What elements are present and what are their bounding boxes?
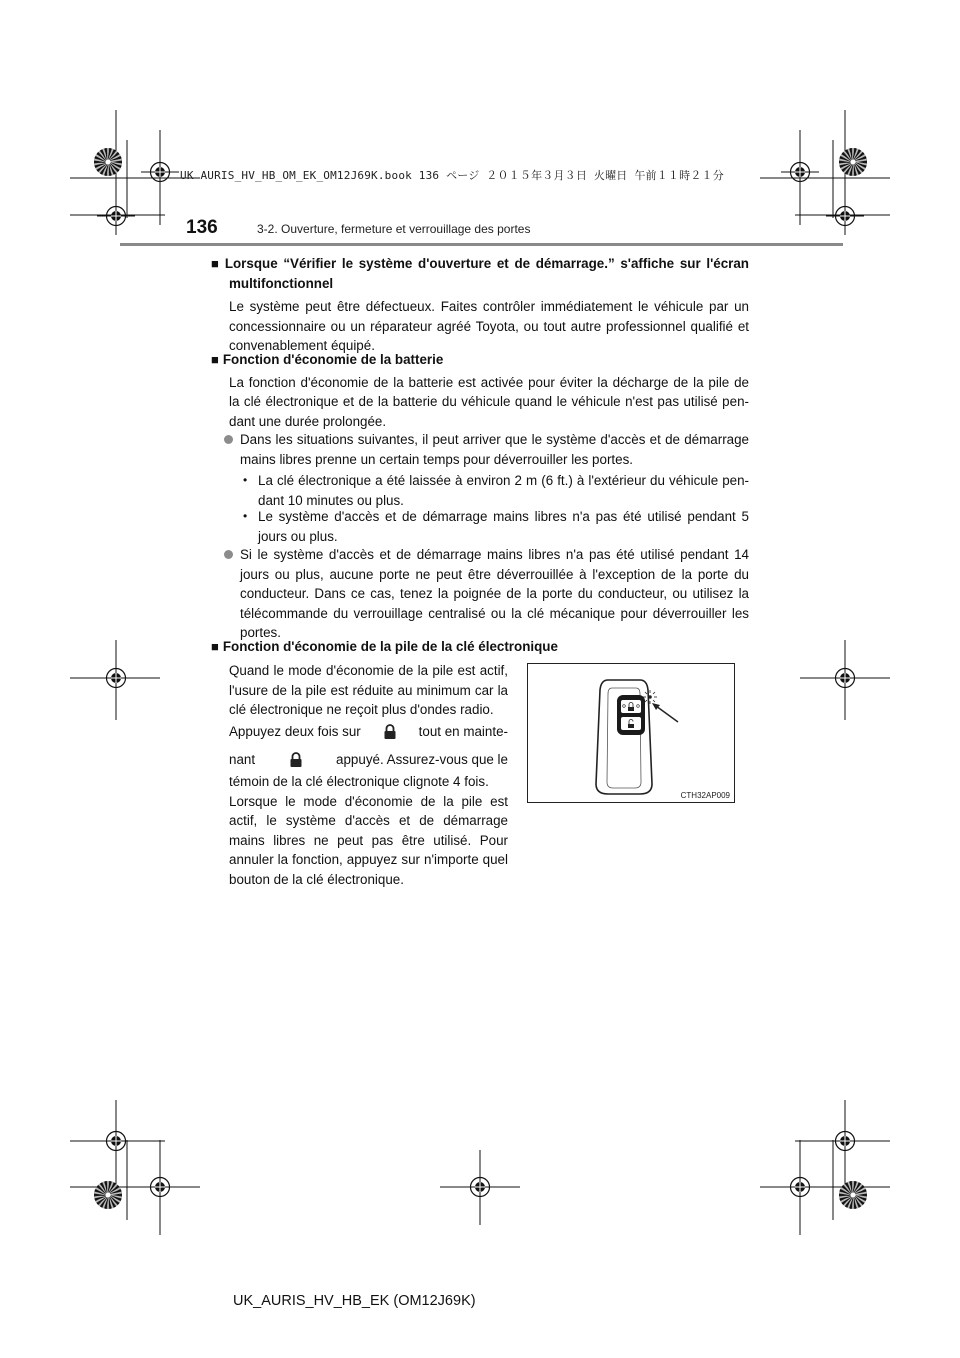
circle-item-2 bbox=[224, 545, 749, 643]
registration-mark-icon bbox=[781, 153, 819, 191]
header-rule bbox=[120, 243, 843, 246]
registration-mark-icon bbox=[826, 1122, 864, 1160]
print-stamp: UK AURIS_HV_HB_OM_EK_OM12J69K.book 136 ページ ２０１５年３月３日 火曜日 午前１１時２１分 bbox=[180, 169, 724, 182]
paragraph-line: conducteur. Dans ce cas, tenez la poignée de la porte du conducteur, ou utilisez la bbox=[240, 586, 749, 601]
square-bullet: ■ bbox=[211, 352, 219, 367]
text-fragment: appuyé. Assurez-vous que le bbox=[336, 752, 508, 767]
paragraph-line: dant 10 minutes ou plus. bbox=[258, 492, 404, 508]
section-battery-saving bbox=[211, 350, 749, 431]
section-key-battery-saving bbox=[211, 637, 749, 657]
footer-code: UK_AURIS_HV_HB_EK (OM12J69K) bbox=[233, 1293, 476, 1309]
section-heading: Fonction d'économie de la pile de la clé électronique bbox=[222, 639, 558, 654]
paragraph-line: Le système peut être défectueux. Faites contrôler immédiatement le véhicule par un bbox=[229, 299, 749, 314]
registration-mark-icon bbox=[97, 1122, 135, 1160]
circle-bullet bbox=[224, 550, 233, 559]
press-instruction-line-1 bbox=[229, 722, 508, 742]
color-disc-icon bbox=[839, 1181, 867, 1209]
lock-icon bbox=[383, 724, 397, 740]
registration-mark-icon bbox=[826, 659, 864, 697]
electronic-key-illustration bbox=[528, 664, 734, 802]
paragraph-line: dant une durée prolongée. bbox=[229, 413, 387, 429]
paragraph-line: la clé électronique et de la batterie du véhicule quand le véhicule n'est pas utilisé pen- bbox=[229, 394, 749, 409]
press-instruction-line-2 bbox=[229, 750, 508, 770]
paragraph-line: Le système d'accès et de démarrage mains libres n'a pas été utilisé pendant 5 bbox=[258, 509, 749, 524]
color-disc-icon bbox=[839, 148, 867, 176]
paragraph-line: bouton de la clé électronique. bbox=[229, 871, 404, 887]
paragraph-line: La fonction d'économie de la batterie est activée pour éviter la décharge de la pile de bbox=[229, 374, 749, 390]
lock-icon bbox=[289, 752, 303, 768]
registration-mark-icon bbox=[141, 1168, 179, 1206]
square-bullet: ■ bbox=[211, 256, 221, 271]
paragraph-line: jours ou plus. bbox=[258, 528, 338, 544]
key-battery-text-a bbox=[229, 661, 508, 720]
paragraph-line: actif, le système d'accès et de démarrage bbox=[229, 813, 508, 828]
paragraph-line: télécommande du verrouillage centralisé ou la clé mécanique pour déverrouiller les bbox=[240, 605, 749, 621]
sub-item-2 bbox=[243, 507, 749, 546]
registration-mark-icon bbox=[141, 153, 179, 191]
paragraph-line: concessionnaire ou un réparateur agréé Toyota, ou tout autre professionnel qualifié et bbox=[229, 318, 749, 334]
paragraph-line: convenablement équipé. bbox=[229, 338, 375, 353]
section-diagnostic-message bbox=[211, 254, 749, 356]
page-number: 136 bbox=[186, 217, 218, 238]
circle-item-1 bbox=[224, 430, 749, 469]
section-heading: Fonction d'économie de la batterie bbox=[222, 352, 444, 367]
paragraph-line: La clé électronique a été laissée à environ 2 m (6 ft.) à l'extérieur du véhicule pen- bbox=[258, 473, 749, 488]
section-title: 3-2. Ouverture, fermeture et verrouillage des portes bbox=[257, 222, 531, 236]
text-fragment: Appuyez deux fois sur bbox=[229, 724, 361, 739]
color-disc-icon bbox=[94, 148, 122, 176]
key-battery-text-b bbox=[229, 772, 508, 889]
registration-mark-icon bbox=[97, 197, 135, 235]
section-heading: Lorsque “Vérifier le système d'ouverture et de démarrage.” s'affiche sur l'écran bbox=[224, 256, 749, 271]
color-disc-icon bbox=[94, 1181, 122, 1209]
registration-mark-icon bbox=[781, 1168, 819, 1206]
paragraph-line: mains libres prenne un certain temps pour déverrouiller les portes. bbox=[240, 451, 633, 467]
paragraph-line: témoin de la clé électronique clignote 4 fois. bbox=[229, 774, 489, 789]
paragraph-line: jours ou plus, aucune porte ne peut être déverrouillée à l'exception de la porte du bbox=[240, 566, 749, 582]
paragraph-line: portes. bbox=[240, 625, 281, 640]
text-fragment: nant bbox=[229, 752, 256, 767]
paragraph-line: Lorsque le mode d'économie de la pile est bbox=[229, 793, 508, 809]
dot-bullet: • bbox=[243, 473, 248, 487]
paragraph-line: Quand le mode d'économie de la pile est actif, bbox=[229, 663, 508, 678]
registration-mark-icon bbox=[461, 1168, 499, 1206]
figure-code: CTH32AP009 bbox=[680, 791, 730, 800]
registration-mark-icon bbox=[97, 659, 135, 697]
section-heading-cont: multifonctionnel bbox=[229, 275, 334, 291]
paragraph-line: mains libres ne peut pas être utilisé. Pour bbox=[229, 832, 508, 848]
square-bullet: ■ bbox=[211, 639, 219, 654]
text-fragment: tout en mainte- bbox=[418, 724, 508, 739]
circle-bullet bbox=[224, 435, 233, 444]
registration-mark-icon bbox=[826, 197, 864, 235]
sub-item-1 bbox=[243, 471, 749, 510]
paragraph-line: Dans les situations suivantes, il peut arriver que le système d'accès et de démarrage bbox=[240, 432, 749, 447]
dot-bullet: • bbox=[243, 509, 248, 523]
paragraph-line: l'usure de la pile est réduite au minimum car la bbox=[229, 682, 508, 698]
paragraph-line: annuler la fonction, appuyez sur n'importe quel bbox=[229, 852, 508, 867]
electronic-key-figure bbox=[527, 663, 735, 803]
paragraph-line: clé électronique ne reçoit plus d'ondes radio. bbox=[229, 702, 494, 717]
paragraph-line: Si le système d'accès et de démarrage mains libres n'a pas été utilisé pendant 14 bbox=[240, 547, 749, 562]
